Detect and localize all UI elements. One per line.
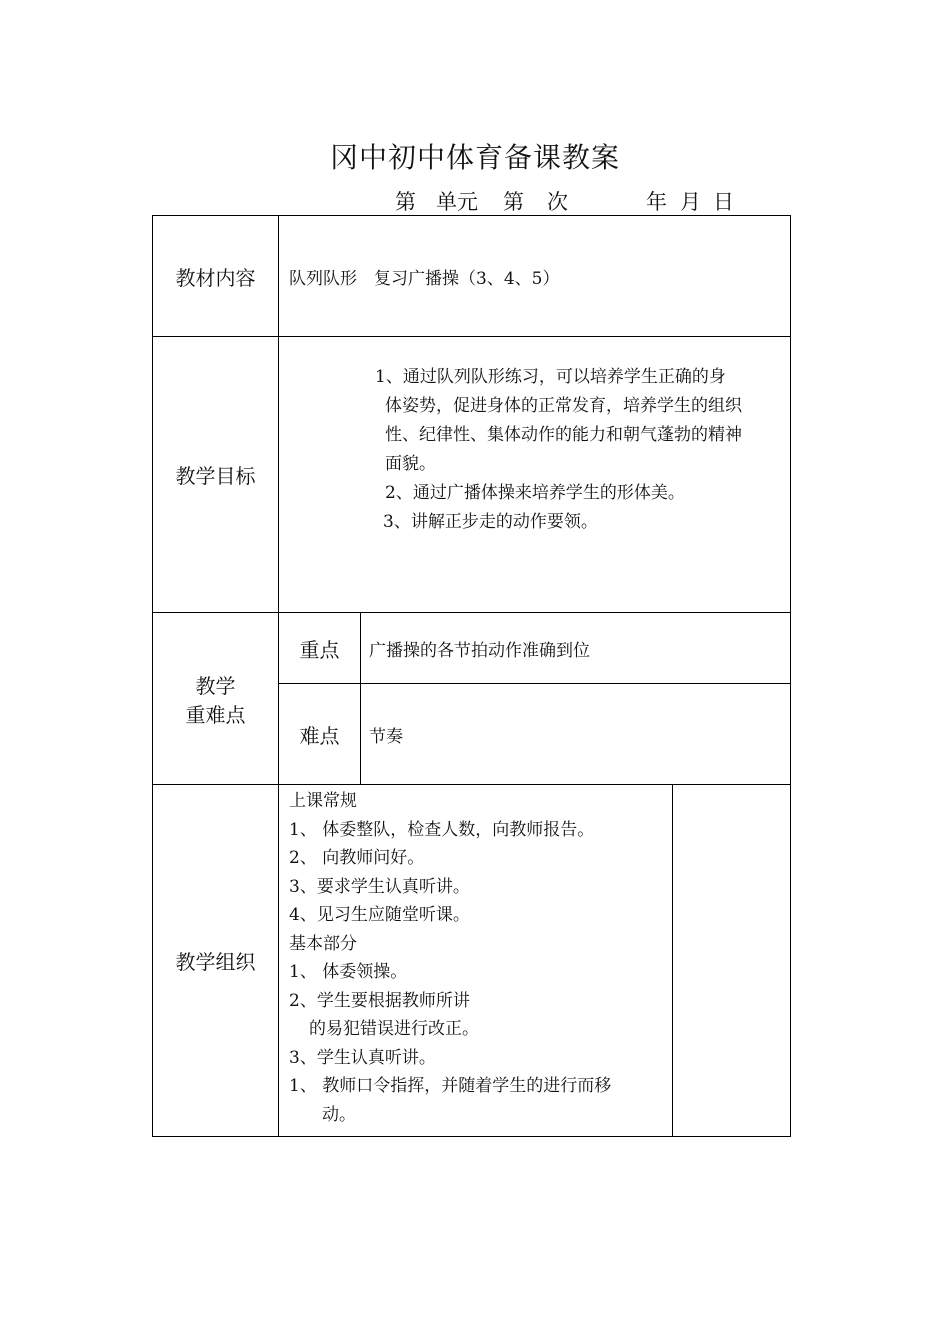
goals-cell bbox=[279, 337, 791, 613]
key-point-text: 广播操的各节拍动作准确到位 bbox=[361, 613, 791, 684]
org-line-11: 1、 教师口令指挥，并随着学生的进行而移 bbox=[289, 1076, 612, 1096]
row-key-point bbox=[153, 613, 791, 684]
row-content bbox=[153, 216, 791, 337]
org-line-9: 的易犯错误进行改正。 bbox=[309, 1019, 479, 1039]
org-line-6: 基本部分 bbox=[289, 933, 357, 954]
organization-notes-cell bbox=[673, 785, 791, 1137]
lesson-plan-table bbox=[152, 215, 791, 1137]
org-line-10: 3、学生认真听讲。 bbox=[289, 1047, 436, 1068]
org-line-12: 动。 bbox=[322, 1104, 356, 1125]
subtitle-unit: 单元 bbox=[436, 190, 478, 214]
difficult-point-text: 节奏 bbox=[361, 684, 791, 785]
row-organization bbox=[153, 785, 791, 1137]
subtitle-di-2: 第 bbox=[503, 190, 524, 214]
org-line-8: 2、学生要根据教师所讲 bbox=[289, 990, 470, 1011]
subtitle-di-1: 第 bbox=[395, 190, 416, 214]
goal-line-1: 1、通过队列队形练习，可以培养学生正确的身 bbox=[375, 367, 726, 387]
subtitle-day: 日 bbox=[713, 190, 734, 214]
goal-line-5: 2、通过广播体操来培养学生的形体美。 bbox=[385, 483, 685, 503]
org-line-1: 上课常规 bbox=[289, 791, 357, 811]
subtitle-year: 年 bbox=[646, 190, 667, 214]
org-line-2: 1、 体委整队，检查人数，向教师报告。 bbox=[289, 819, 595, 840]
goal-line-2: 体姿势，促进身体的正常发育，培养学生的组织 bbox=[385, 396, 742, 416]
key-point-label: 重点 bbox=[279, 613, 361, 684]
org-line-3: 2、 向教师问好。 bbox=[289, 848, 425, 868]
goal-line-3: 性、纪律性、集体动作的能力和朝气蓬勃的精神 bbox=[385, 425, 742, 445]
subtitle-lesson: 次 bbox=[547, 190, 568, 214]
keypoints-label-line2: 重难点 bbox=[185, 702, 246, 727]
org-line-5: 4、见习生应随堂听课。 bbox=[289, 905, 470, 925]
subtitle-month: 月 bbox=[680, 190, 701, 214]
goal-line-6: 3、讲解正步走的动作要领。 bbox=[383, 512, 598, 532]
keypoints-label-line1: 教学 bbox=[195, 673, 236, 698]
organization-cell bbox=[279, 785, 673, 1137]
org-line-7: 1、 体委领操。 bbox=[289, 962, 408, 982]
row-goals bbox=[153, 337, 791, 613]
goals-label: 教学目标 bbox=[153, 337, 279, 613]
keypoints-label bbox=[153, 613, 279, 785]
goal-line-4: 面貌。 bbox=[385, 454, 436, 474]
content-text: 队列队形 复习广播操（3、4、5） bbox=[279, 216, 791, 337]
content-label: 教材内容 bbox=[153, 216, 279, 337]
organization-label: 教学组织 bbox=[153, 785, 279, 1137]
difficult-point-label: 难点 bbox=[279, 684, 361, 785]
page-title: 冈中初中体育备课教案 bbox=[329, 141, 620, 174]
org-line-4: 3、要求学生认真听讲。 bbox=[289, 876, 470, 897]
